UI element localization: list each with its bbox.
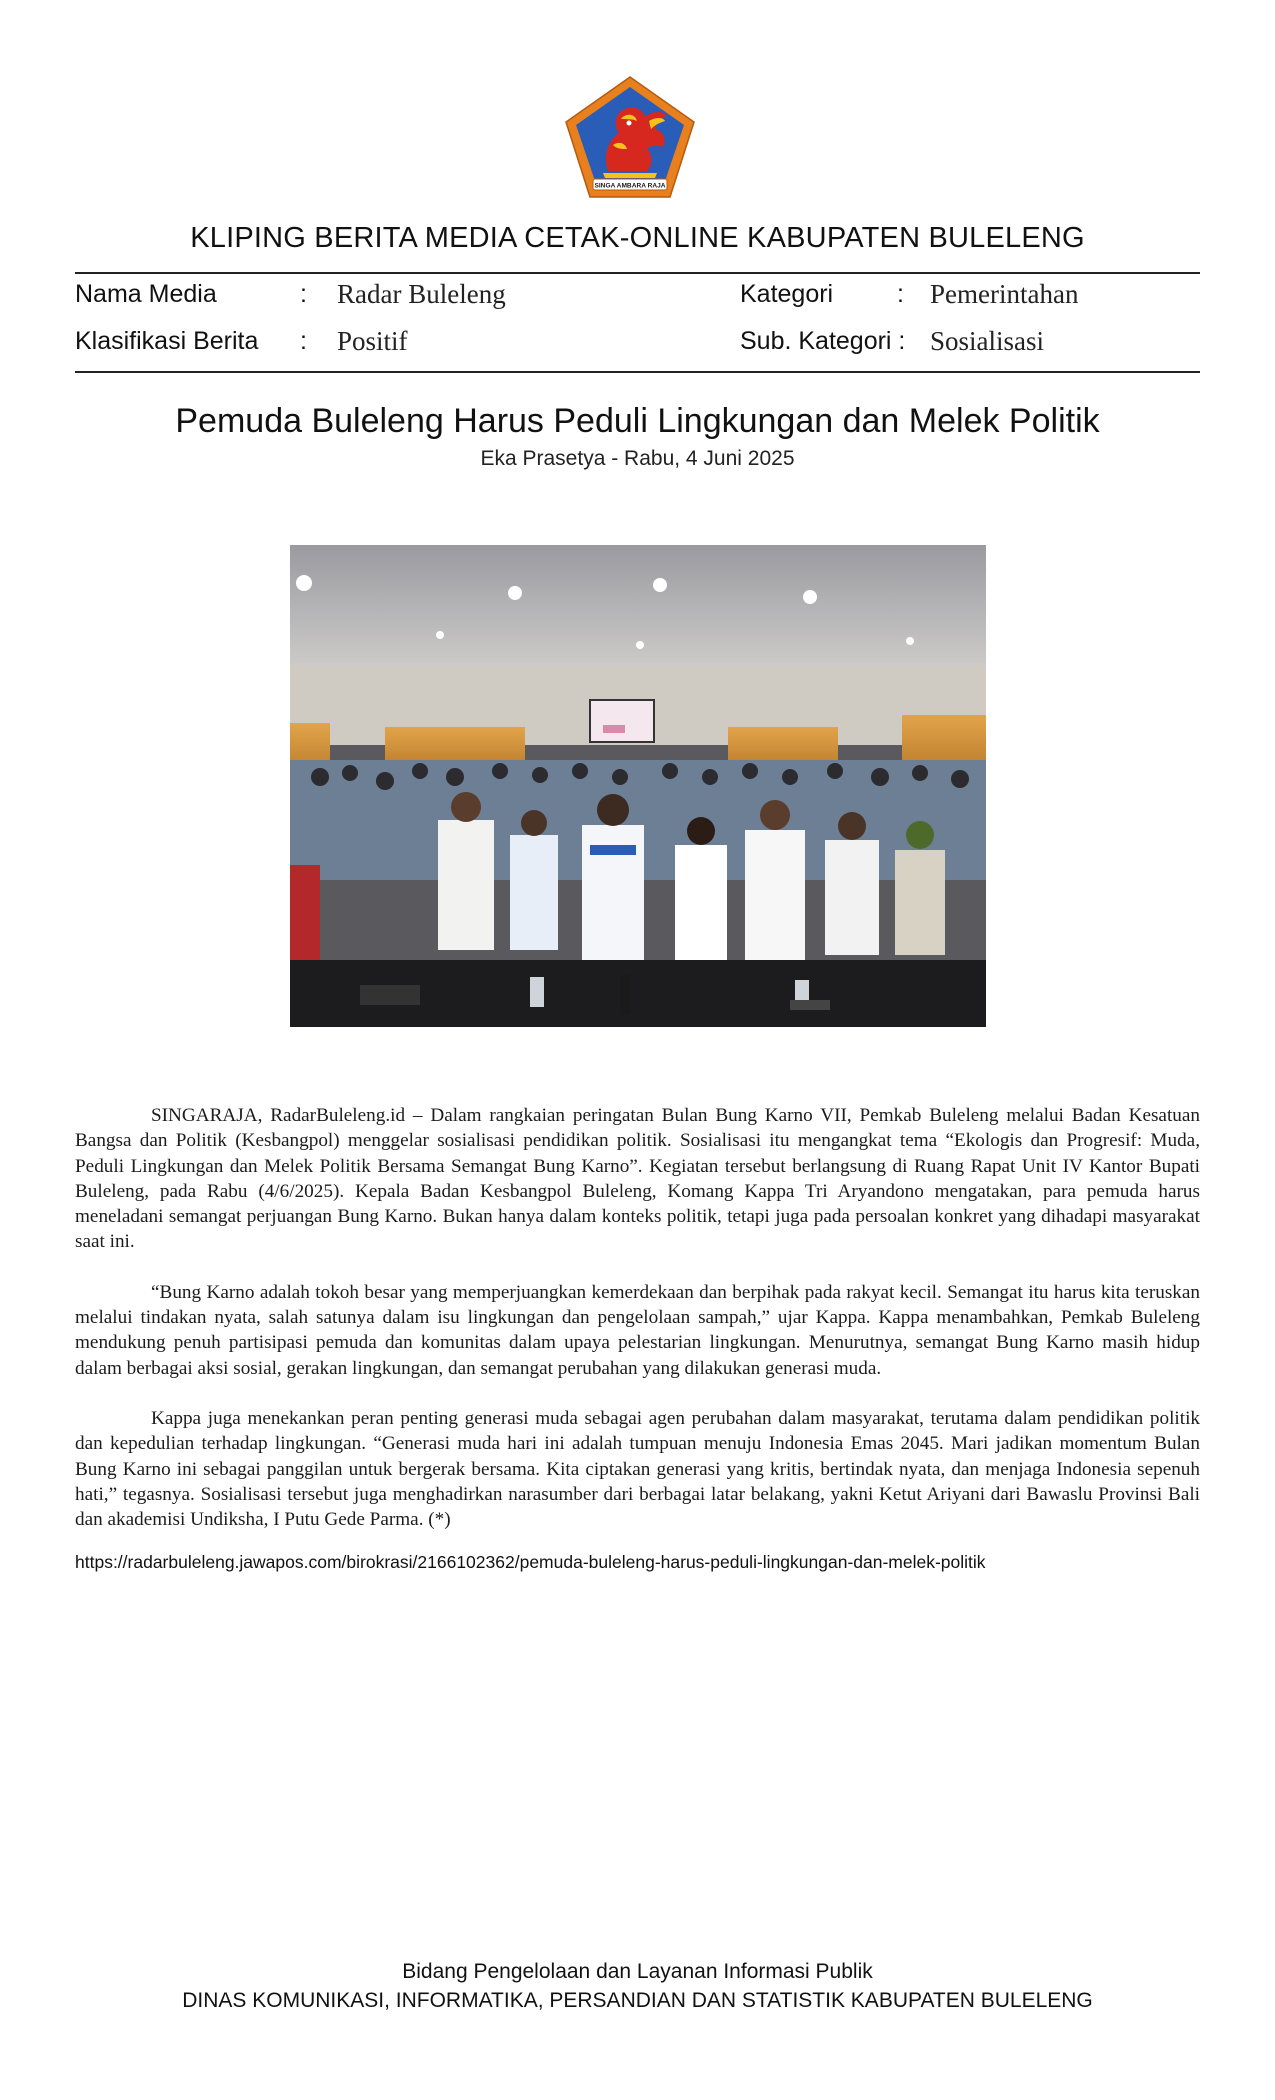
article-paragraph-2: “Bung Karno adalah tokoh besar yang memperjuangkan kemerdekaan dan berpihak pada rakyat kecil. Semangat itu harus kita teruskan melalui tindakan nyata, salah satunya dalam isu lingkungan dan pengelolaan sampah,” ujar Kappa. Kappa menambahkan, Pemkab Buleleng mendukung penuh partisipasi pemuda dan komunitas dalam upaya pelestarian lingkungan. Menurutnya, semangat Bung Karno masih hidup dalam berbagai aksi sosial, gerakan lingkungan, dan semangat perubahan yang dilakukan generasi muda. <box>75 1281 1200 1379</box>
nama-media-value: Radar Buleleng <box>337 279 506 309</box>
header-rule-bottom <box>75 371 1200 373</box>
article-photo <box>290 545 986 1027</box>
footer-department: Bidang Pengelolaan dan Layanan Informasi Publik <box>402 1960 873 1983</box>
klasifikasi-colon: : <box>300 327 307 355</box>
header-rule-top <box>75 272 1200 274</box>
kategori-label: Kategori <box>740 280 834 308</box>
article-paragraph-3: Kappa juga menekankan peran penting generasi muda sebagai agen perubahan dalam masyarakat, terutama dalam pendidikan politik dan kepedulian terhadap lingkungan. “Generasi muda hari ini adalah tumpuan menuju Indonesia Emas 2045. Mari jadikan momentum Bulan Bung Karno ini sebagai panggilan untuk bergerak bersama. Kita ciptakan generasi yang kritis, bertindak nyata, dan menjaga Indonesia sepenuh hati,” tegasnya. Sosialisasi tersebut juga menghadirkan narasumber dari berbagai latar belakang, yakni Ketut Ariyani dari Bawaslu Provinsi Bali dan akademisi Undiksha, I Putu Gede Parma. (*) <box>75 1407 1200 1531</box>
footer-agency: DINAS KOMUNIKASI, INFORMATIKA, PERSANDIAN DAN STATISTIK KABUPATEN BULELENG <box>182 1989 1093 2012</box>
buleleng-emblem-logo <box>563 75 697 200</box>
sub-kategori-label: Sub. Kategori : <box>740 327 906 355</box>
klasifikasi-value: Positif <box>337 326 408 356</box>
source-url[interactable]: https://radarbuleleng.jawapos.com/birokrasi/2166102362/pemuda-buleleng-harus-peduli-lingkungan-dan-melek-politik <box>75 1552 986 1572</box>
klasifikasi-label: Klasifikasi Berita <box>75 327 259 355</box>
article-byline: Eka Prasetya - Rabu, 4 Juni 2025 <box>480 447 795 470</box>
kategori-value: Pemerintahan <box>930 279 1079 309</box>
article-body <box>75 1103 1200 1557</box>
nama-media-colon: : <box>300 280 307 308</box>
kategori-colon: : <box>897 280 904 308</box>
emblem-motto: SINGA AMBARA RAJA <box>594 182 666 190</box>
article-paragraph-1: SINGARAJA, RadarBuleleng.id – Dalam rangkaian peringatan Bulan Bung Karno VII, Pemkab Buleleng melalui Badan Kesatuan Bangsa dan Politik (Kesbangpol) menggelar sosialisasi pendidikan politik. Sosialisasi itu mengangkat tema “Ekologis dan Progresif: Muda, Peduli Lingkungan dan Melek Politik Bersama Semangat Bung Karno”. Kegiatan tersebut berlangsung di Ruang Rapat Unit IV Kantor Bupati Buleleng, pada Rabu (4/6/2025). Kepala Badan Kesbangpol Buleleng, Komang Kappa Tri Aryandono mengatakan, para pemuda harus meneladani semangat perjuangan Bung Karno. Bukan hanya dalam konteks politik, tetapi juga pada persoalan konkret yang dihadapi masyarakat saat ini. <box>75 1105 1200 1253</box>
sub-kategori-value: Sosialisasi <box>930 326 1045 356</box>
kliping-title: KLIPING BERITA MEDIA CETAK-ONLINE KABUPATEN BULELENG <box>190 222 1085 254</box>
article-headline: Pemuda Buleleng Harus Peduli Lingkungan dan Melek Politik <box>175 402 1100 440</box>
nama-media-label: Nama Media <box>75 280 217 308</box>
